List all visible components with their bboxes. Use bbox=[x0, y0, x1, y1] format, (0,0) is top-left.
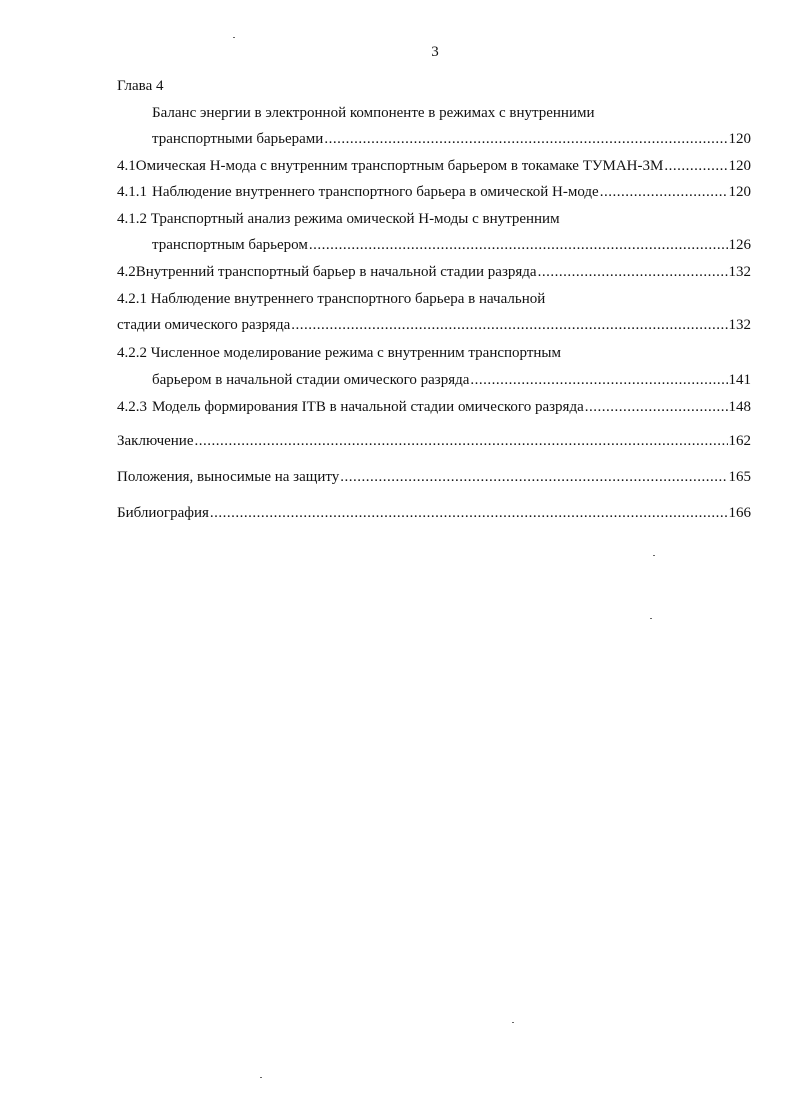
toc-entry-4-2-1-line1[interactable] bbox=[117, 289, 545, 309]
leader-dots bbox=[195, 431, 728, 451]
toc-entry-bibliography[interactable] bbox=[117, 503, 751, 523]
leader-dots bbox=[538, 262, 728, 282]
leader-dots bbox=[585, 397, 728, 417]
leader-dots bbox=[470, 370, 727, 390]
section-title: Модель формирования ITB в начальной стадии омического разряда bbox=[152, 399, 584, 415]
section-title: Наблюдение внутреннего транспортного барьера в начальной bbox=[150, 291, 546, 307]
section-number: 4.2.2 bbox=[117, 345, 147, 361]
chapter-heading: Глава 4 bbox=[117, 78, 164, 94]
scan-speck bbox=[233, 37, 235, 38]
leader-dots bbox=[600, 182, 728, 202]
toc-entry-4-2-2-line2[interactable] bbox=[152, 370, 751, 390]
chapter-title-line2: транспортными барьерами bbox=[152, 131, 324, 147]
toc-entry-4-2[interactable] bbox=[117, 262, 751, 282]
page-ref: 132 bbox=[728, 264, 751, 280]
section-number: 4.2 bbox=[117, 264, 136, 280]
page-ref: 126 bbox=[728, 237, 751, 253]
chapter-title-line1: Баланс энергии в электронной компоненте в режимах с внутренними bbox=[152, 105, 595, 121]
section-number: 4.2.3 bbox=[117, 399, 147, 415]
section-title: Библиография bbox=[117, 505, 209, 521]
section-title: Транспортный анализ режима омической Н-моды с внутренним bbox=[150, 211, 560, 227]
toc-entry-theses[interactable] bbox=[117, 467, 751, 487]
section-number: 4.1.2 bbox=[117, 211, 147, 227]
leader-dots bbox=[664, 156, 727, 176]
page-ref: 120 bbox=[728, 158, 751, 174]
page-ref: 162 bbox=[728, 433, 751, 449]
page-ref: 148 bbox=[728, 399, 751, 415]
page-ref: 120 bbox=[728, 184, 751, 200]
chapter-title-row[interactable] bbox=[152, 129, 751, 149]
scan-speck bbox=[260, 1077, 262, 1078]
section-number: 4.1 bbox=[117, 158, 136, 174]
page-number: 3 bbox=[431, 44, 439, 60]
leader-dots bbox=[309, 235, 728, 255]
section-number: 4.1.1 bbox=[117, 184, 147, 200]
section-title-continued: стадии омического разряда bbox=[117, 317, 291, 333]
toc-entry-4-1-1[interactable] bbox=[117, 182, 751, 202]
page-ref: 141 bbox=[728, 372, 751, 388]
toc-entry-4-1-2-line1[interactable] bbox=[117, 209, 560, 229]
section-title-continued: транспортным барьером bbox=[152, 237, 308, 253]
scan-speck bbox=[650, 618, 652, 619]
page-ref: 120 bbox=[728, 131, 751, 147]
section-title-continued: барьером в начальной стадии омического разряда bbox=[152, 372, 470, 388]
page-ref: 165 bbox=[728, 469, 751, 485]
section-title: Наблюдение внутреннего транспортного барьера в омической Н-моде bbox=[152, 184, 599, 200]
page-ref: 166 bbox=[728, 505, 751, 521]
toc-entry-4-1[interactable] bbox=[117, 156, 751, 176]
toc-entry-4-2-3[interactable] bbox=[117, 397, 751, 417]
leader-dots bbox=[291, 315, 727, 335]
scan-speck bbox=[653, 555, 655, 556]
section-number: 4.2.1 bbox=[117, 291, 147, 307]
leader-dots bbox=[210, 503, 728, 523]
section-title: Численное моделирование режима с внутренним транспортным bbox=[150, 345, 561, 361]
toc-entry-4-1-2-line2[interactable] bbox=[152, 235, 751, 255]
section-title: Омическая Н-мода с внутренним транспортным барьером в токамаке ТУМАН-3М bbox=[135, 158, 664, 174]
section-title: Внутренний транспортный барьер в начальной стадии разряда bbox=[135, 264, 537, 280]
leader-dots bbox=[340, 467, 727, 487]
scan-speck bbox=[512, 1022, 514, 1023]
toc-entry-conclusion[interactable] bbox=[117, 431, 751, 451]
page-ref: 132 bbox=[728, 317, 751, 333]
leader-dots bbox=[324, 129, 727, 149]
section-title: Положения, выносимые на защиту bbox=[117, 469, 340, 485]
toc-entry-4-2-2-line1[interactable] bbox=[117, 343, 561, 363]
section-title: Заключение bbox=[117, 433, 194, 449]
toc-entry-4-2-1-line2[interactable] bbox=[117, 315, 751, 335]
